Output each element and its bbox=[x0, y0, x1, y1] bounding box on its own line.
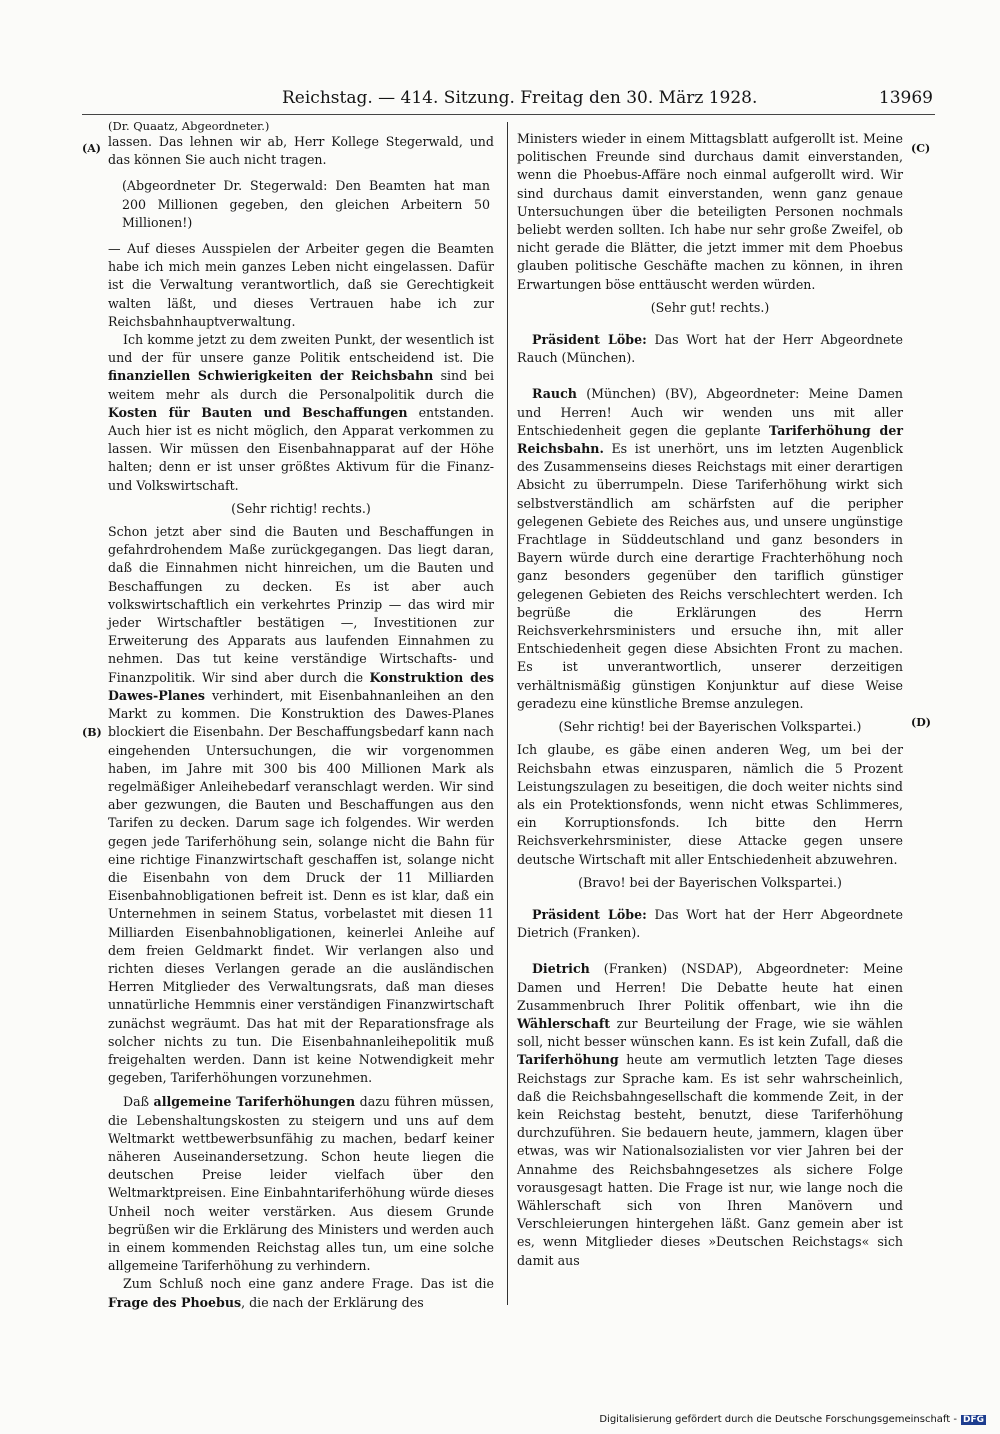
bold-term: finanziellen Schwierigkeiten der Reichsbahn bbox=[108, 368, 434, 384]
bold-term: Kosten für Bauten und Beschaffungen bbox=[108, 404, 408, 420]
footer-text: Digitalisierung gefördert durch die Deutsche Forschungsgemeinschaft - bbox=[599, 1414, 957, 1425]
speech-paragraph: Dietrich (Franken) (NSDAP), Abgeordneter: Meine Damen und Herren! Die Debatte heute hat einen Zusammenbruch Ihrer Politik offenbart, wie ihn die Wählerschaft zur Beurteilung der Frage, wie sie wählen soll, nicht besser wünschen kann. Es ist kein Zufall, daß die Tariferhöhung heute am vermutlich letzten Tage dieses Reichstags zur Sprache kam. Es ist sehr wahrscheinlich, daß die Reichsbahngesellschaft die kommende Zeit, in der kein Reichstag besteht, benutzt, diese Tariferhöhung durchzuführen. Sie bedauern heute, jammern, klagen über etwas, was wir Nationalsozialisten vor vier Jahren bei der Annahme des Reichsbahngesetzes als sichere Folge vorausgesagt hatten. Die Frage ist nur, wie lange noch die Wählerschaft sich von Ihren Manövern und Verschleierungen hintergehen läßt. Ganz gemein aber ist es, wenn Mitglieder dieses »Deutschen Reichstags« sich damit aus bbox=[517, 961, 903, 1268]
footer-credit bbox=[599, 1414, 986, 1425]
president-statement: Präsident Löbe: Das Wort hat der Herr Abgeordnete Dietrich (Franken). bbox=[517, 906, 903, 941]
dfg-logo: DFG bbox=[962, 1415, 984, 1425]
speaker-name: Präsident Löbe: bbox=[532, 332, 647, 348]
speaker-name: Präsident Löbe: bbox=[532, 906, 647, 922]
margin-marker-d: (D) bbox=[911, 716, 931, 729]
bold-term: Wählerschaft bbox=[517, 1015, 611, 1031]
paragraph: lassen. Das lehnen wir ab, Herr Kollege Stegerwald, und das können Sie auch nicht tragen. bbox=[108, 134, 494, 168]
speech-paragraph: Rauch (München) (BV), Abgeordneter: Meine Damen und Herren! Auch wir wenden uns mit aller Entschiedenheit gegen die geplante Tariferhöhung der Reichsbahn. Es ist unerhört, uns im letzten Augenblick des Zusammenseins dieses Reichstags mit einer derartigen Absicht zu überrumpeln. Diese Tariferhöhung wirkt sich selbstverständlich am schärfsten auf die peripher gelegenen Gebiete des Reiches aus, und unsere ungünstige Frachtlage in Süddeutschland und ganz besonders in Bayern würde durch eine derartige Frachterhöhung noch ganz besonders gegenüber den tariflich günstiger gelegenen Gebieten des Reichs verschlechtert werden. Ich begrüße die Erklärungen des Herrn Reichsverkehrsministers und ersuche ihn, mit aller Entschiedenheit gegen diese Absichten Front zu machen. Es ist unverantwortlich, unserer derzeitigen verhältnismäßig günstigen Konjunktur auf diese Weise geradezu eine künstliche Bremse anzulegen. bbox=[517, 386, 903, 711]
interjection: (Abgeordneter Dr. Stegerwald: Den Beamten hat man 200 Millionen gegeben, den gleichen Arbeitern 50 Millionen!) bbox=[122, 178, 490, 230]
bold-term: Tariferhöhung bbox=[517, 1052, 619, 1068]
margin-marker-b: (B) bbox=[82, 726, 102, 739]
paragraph: — Auf dieses Ausspielen der Arbeiter gegen die Beamten habe ich mich mein ganzes Leben nicht eingelassen. Dafür ist die Verwaltung verantwortlich, daß sie Gerechtigkeit walten läßt, und dieses Vertrauen habe ich zur Reichsbahnhauptverwaltung. bbox=[108, 241, 494, 329]
applause-note: (Sehr richtig! rechts.) bbox=[231, 500, 371, 516]
paragraph: Zum Schluß noch eine ganz andere Frage. Das ist die Frage des Phoebus, die nach der Erklärung des bbox=[108, 1276, 494, 1310]
paragraph: Ich komme jetzt zu dem zweiten Punkt, der wesentlich ist und der für unsere ganze Politik entscheidend ist. Die finanziellen Schwierigkeiten der Reichsbahn sind bei weitem mehr als durch die Personalpolitik durch die Kosten für Bauten und Beschaffungen entstanden. Auch hier ist es nicht möglich, den Apparat verkommen zu lassen. Wir müssen den Eisenbahnapparat auf der Höhe halten; denn er ist unser größtes Aktivum für die Finanz- und Volkswirtschaft. bbox=[108, 332, 494, 493]
bold-term: Konstruktion des Dawes-Planes bbox=[108, 669, 494, 703]
applause-note: (Sehr richtig! bei der Bayerischen Volkspartei.) bbox=[558, 719, 862, 735]
bold-term: Frage des Phoebus bbox=[108, 1294, 242, 1310]
applause-note: (Bravo! bei der Bayerischen Volkspartei.) bbox=[578, 874, 842, 890]
speaker-name: Rauch bbox=[532, 386, 577, 402]
page-header bbox=[82, 86, 935, 115]
column-divider bbox=[507, 122, 508, 1305]
paragraph: Schon jetzt aber sind die Bauten und Beschaffungen in gefahrdrohendem Maße zurückgegangen. Das liegt daran, daß die Einnahmen nicht hinreichen, um die Bauten und Beschaffungen zu decken. Es ist aber auch volkswirtschaftlich ein verkehrtes Prinzip — das wird mir jeder Wirtschaftler bestätigen —, Investitionen zur Erweiterung des Apparats aus laufenden Einnahmen zu nehmen. Das tut keine verständige Wirtschafts- und Finanzpolitik. Wir sind aber durch die Konstruktion des Dawes-Planes verhindert, mit Eisenbahnanleihen an den Markt zu kommen. Die Konstruktion des Dawes-Planes blockiert die Eisenbahn. Der Beschaffungsbedarf kann nach eingehenden Untersuchungen, die wir vorgenommen haben, im Jahre mit 300 bis 400 Millionen Mark als regelmäßiger Anleihebedarf veranschlagt werden. Wir sind aber gezwungen, die Bauten und Beschaffungen aus den Tarifen zu decken. Darum sage ich folgendes. Wir werden gegen jede Tariferhöhung sein, solange nicht die Bahn für eine richtige Finanzwirtschaft geschaffen ist, solange nicht die Eisenbahn von dem Druck der 11 Milliarden Eisenbahnobligationen befreit ist. Denn es ist klar, daß ein Unternehmen in seinem Status, vorbelastet mit diesen 11 Milliarden Eisenbahnobligationen, keinerlei Anleihe auf dem freien Geldmarkt findet. Wir verlangen also und richten dieses Verlangen gerade an die ausländischen Herren Mitglieder des Verwaltungsrats, daß man dieses unnatürliche Hemmnis einer verständigen Finanzwirtschaft zunächst wegräumt. Das hat mit der Reparationsfrage als solcher nichts zu tun. Die Eisenbahnanleihepolitik muß freigehalten werden. Dann ist keine Notwendigkeit mehr gegeben, Tariferhöhungen vorzunehmen. bbox=[108, 524, 494, 1086]
margin-marker-c: (C) bbox=[911, 142, 931, 155]
paragraph: Daß allgemeine Tariferhöhungen dazu führen müssen, die Lebenshaltungskosten zu steigern und uns auf dem Weltmarkt wettbewerbsunfähig zu machen, bedarf keiner näheren Auseinandersetzung. Schon heute liegen die deutschen Preise leider vielfach über den Weltmarktpreisen. Eine Einbahntariferhöhung würde dieses Unheil noch weiter verstärken. Aus diesem Grunde begrüßen wir die Erklärung des Ministers und werden auch in einem kommenden Reichstag alles tun, um eine solche allgemeine Tariferhöhung zu verhindern. bbox=[108, 1094, 494, 1274]
bold-term: allgemeine Tariferhöhungen bbox=[153, 1094, 356, 1110]
speaker-name: Dietrich bbox=[532, 961, 590, 977]
paragraph: Ich glaube, es gäbe einen anderen Weg, um bei der Reichsbahn etwas einzusparen, nämlich die 5 Prozent Leistungszulagen zu beseitigen, die doch weiter nichts sind als ein Protektionsfonds, wenn nicht etwas Schlimmeres, ein Korruptionsfonds. Ich bitte den Herrn Reichsverkehrsminister, diese Attacke gegen unsere deutsche Wirtschaft mit aller Entschiedenheit abzuwehren. bbox=[517, 742, 903, 867]
header-title: Reichstag. — 414. Sitzung. Freitag den 30. März 1928. bbox=[282, 88, 758, 108]
president-statement: Präsident Löbe: Das Wort hat der Herr Abgeordnete Rauch (München). bbox=[517, 332, 903, 366]
margin-marker-a: (A) bbox=[82, 142, 101, 155]
speaker-continued: (Dr. Quaatz, Abgeordneter.) bbox=[108, 119, 270, 133]
applause-note: (Sehr gut! rechts.) bbox=[650, 299, 770, 315]
left-column bbox=[108, 133, 494, 1312]
paragraph: Ministers wieder in einem Mittagsblatt aufgerollt ist. Meine politischen Freunde sind durchaus damit einverstanden, wenn die Phoebus-Affäre noch einmal aufgerollt wird. Wir sind durchaus damit einverstanden, wenn ganz genaue Untersuchungen über die beteiligten Personen nochmals beliebt werden sollten. Ich habe nur sehr große Zweifel, ob nicht gerade die Blätter, die jetzt immer mit dem Phoebus glauben politische Geschäfte machen zu können, in ihren Erwartungen böse enttäuscht werden würden. bbox=[517, 131, 903, 292]
bold-term: Tariferhöhung der Reichsbahn. bbox=[517, 422, 903, 457]
page-number: 13969 bbox=[878, 88, 933, 108]
right-column bbox=[517, 130, 903, 1270]
